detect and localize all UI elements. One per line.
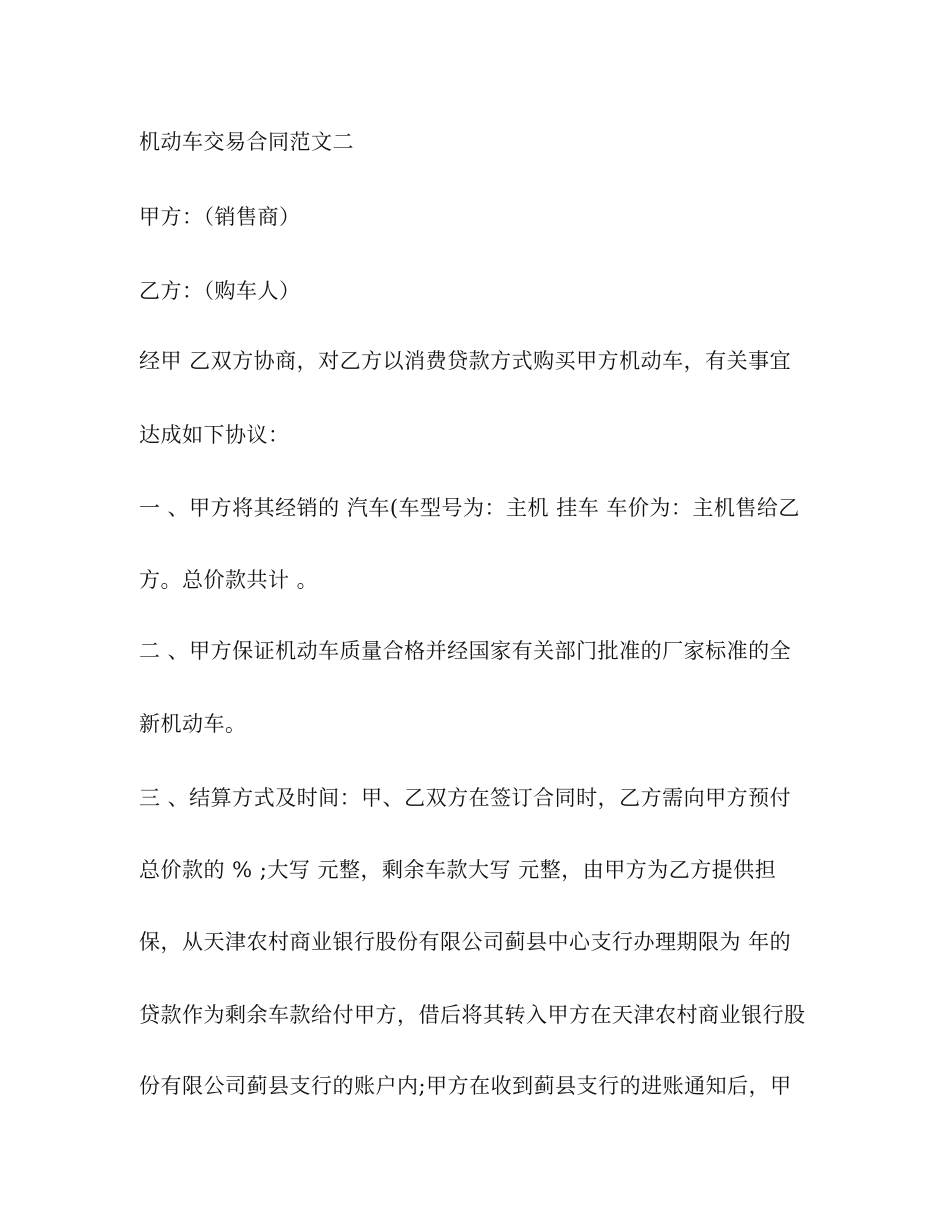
clause-one-line: 一 、甲方将其经销的 汽车(车型号为：主机 挂车 车价为：主机售给乙: [139, 496, 800, 520]
party-b-line: 乙方：（购车人）: [139, 279, 301, 303]
party-a-line: 甲方：（销售商）: [139, 205, 301, 229]
clause-three-line: 三 、结算方式及时间：甲、乙双方在签订合同时，乙方需向甲方预付: [139, 786, 792, 810]
body-line: 总价款的 % ;大写 元整，剩余车款大写 元整，由甲方为乙方提供担: [139, 858, 777, 882]
body-line: 达成如下协议：: [139, 423, 290, 447]
body-line: 贷款作为剩余车款给付甲方，借后将其转入甲方在天津农村商业银行股: [139, 1003, 806, 1027]
body-line: 份有限公司蓟县支行的账户内;甲方在收到蓟县支行的进账通知后，甲: [139, 1074, 792, 1098]
contract-title: 机动车交易合同范文二: [139, 130, 354, 154]
body-line: 方。总价款共计 。: [139, 568, 319, 592]
clause-two-line: 二 、甲方保证机动车质量合格并经国家有关部门批准的厂家标准的全: [139, 639, 792, 663]
body-line: 新机动车。: [139, 712, 247, 736]
body-line: 保，从天津农村商业银行股份有限公司蓟县中心支行办理期限为 年的: [139, 930, 792, 954]
body-line: 经甲 乙双方协商，对乙方以消费贷款方式购买甲方机动车，有关事宜: [139, 349, 792, 373]
